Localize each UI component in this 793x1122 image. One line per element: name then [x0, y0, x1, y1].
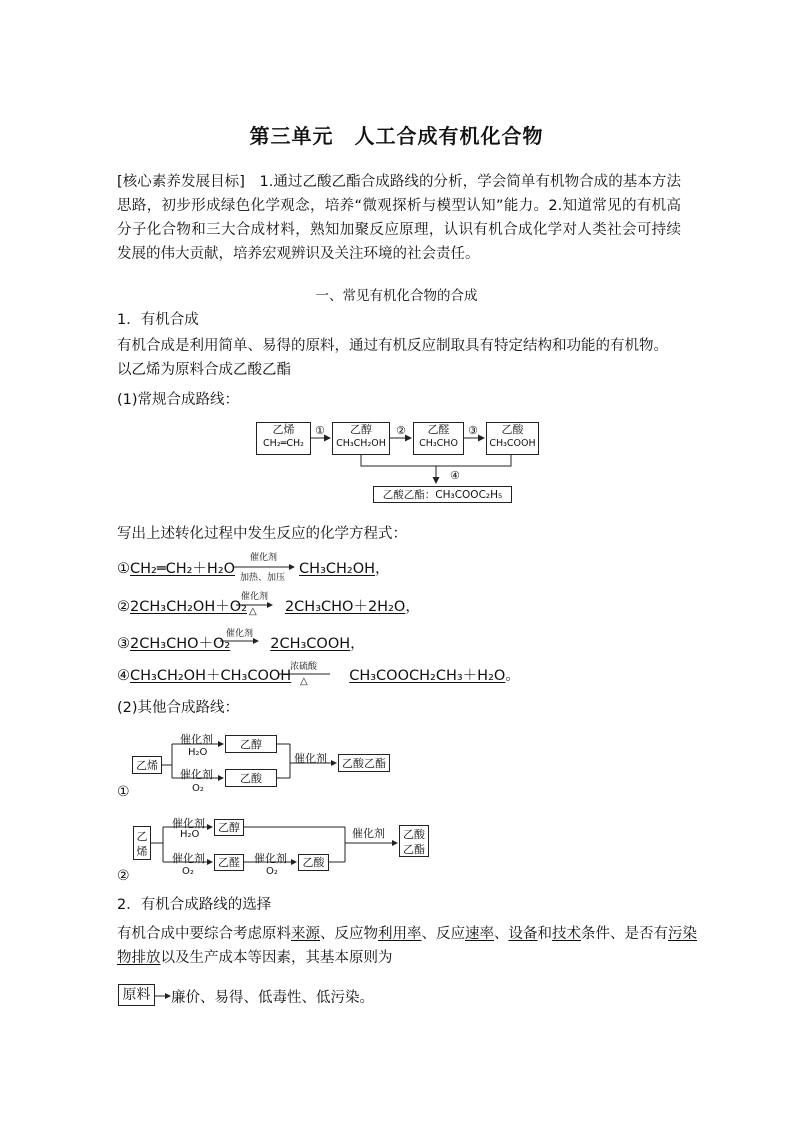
p3-text-8: 和: [537, 926, 552, 942]
p3-blank-pollution: 污染: [668, 926, 697, 942]
p4-blank-emission: 物排放: [117, 950, 161, 966]
box-ethene-name: 乙烯: [272, 423, 295, 436]
eq2-end: ，: [405, 599, 420, 615]
r2a-merge-cond: 催化剂: [294, 752, 327, 765]
box-ethyl-acetate: 乙酸乙酯：CH₃COOC₂H₅: [373, 486, 512, 503]
r2b-ethanol-box: 乙醇: [214, 819, 244, 836]
eq1-left: CH₂═CH₂＋H₂O: [130, 561, 236, 577]
section-heading: 一、常见有机化合物的合成: [315, 288, 478, 304]
equations-intro: 写出上述转化过程中发生反应的化学方程式：: [117, 526, 407, 542]
p3-blank-rate: 速率: [465, 926, 494, 942]
r2a-ethene-box: 乙烯: [132, 756, 162, 774]
r2a-bot-reag: O₂: [192, 783, 204, 794]
box-acetic-acid-name: 乙酸: [501, 423, 524, 436]
route1-title: (1)常规合成路线：: [117, 392, 240, 408]
eq1-num: ①: [117, 561, 130, 577]
r2a-top-cond: 催化剂: [180, 733, 213, 746]
route2-title: (2)其他合成路线：: [117, 700, 240, 716]
page-title: 第三单元 人工合成有机化合物: [249, 124, 544, 148]
eq4-catalyst: 浓硫酸: [290, 662, 318, 672]
eq4-end: 。: [505, 668, 520, 684]
r2b-acetaldehyde-box: 乙醛: [214, 854, 244, 871]
eq1-right: CH₃CH₂OH: [299, 561, 376, 577]
r2b-merge-cond: 催化剂: [352, 827, 385, 840]
eq2-heat: △: [249, 606, 257, 617]
step4-label: ④: [450, 469, 460, 482]
r2a-acetic-box: 乙酸: [225, 769, 277, 787]
r2a-ethanol-box: 乙醇: [225, 735, 277, 753]
p3-text-4: 、反应: [421, 926, 465, 942]
principle-text: 廉价、易得、低毒性、低污染。: [171, 990, 374, 1006]
r2b-bot-cond2: 催化剂: [254, 852, 287, 865]
objectives-text: 1.通过乙酸乙酯合成路线的分析，学会简单有机物合成的基本方法思路，初步形成绿色化学观念，培养“微观探析与模型认知”能力。2.知道常见的有机高分子化合物和三大合成材料，熟知加聚反应原理，认识有机合成化学对人类社会可持续发展的伟大贡献，培养宏观辨识及关注环境的社会责任。: [117, 174, 681, 262]
p3-text-2: 、反应物: [320, 926, 378, 942]
eq3-catalyst: 催化剂: [226, 629, 254, 639]
box-acetaldehyde-name: 乙醛: [427, 423, 450, 436]
p3-text-0: 有机合成中要综合考虑原料: [117, 926, 291, 942]
eq1-condition: 加热、加压: [240, 573, 286, 583]
eq4-right: CH₃COOCH₂CH₃＋H₂O: [349, 668, 506, 684]
r2a-ester-box: 乙酸乙酯: [338, 754, 390, 772]
paragraph-synthesis: 有机合成是利用简单、易得的原料，通过有机反应制取具有特定结构和功能的有机物。: [117, 338, 668, 354]
p3-text-10: 条件、是否有: [581, 926, 668, 942]
r2b-bot-reag1: O₂: [182, 866, 194, 877]
step1-label: ①: [315, 424, 325, 437]
r2a-bot-cond: 催化剂: [180, 768, 213, 781]
eq2-catalyst: 催化剂: [241, 592, 269, 602]
box-ethene-formula: CH₂═CH₂: [263, 438, 304, 449]
step2-label: ②: [396, 424, 406, 437]
step3-label: ③: [468, 424, 478, 437]
eq3-end: ，: [350, 636, 365, 652]
eq3-right: 2CH₃COOH: [270, 636, 351, 652]
p3-blank-utilization: 利用率: [378, 926, 422, 942]
r2b-bot-reag2: O₂: [266, 866, 278, 877]
r2b-acetic-box: 乙酸: [298, 854, 329, 871]
eq2-left: 2CH₃CH₂OH＋O₂: [130, 599, 247, 615]
box-acetic-acid-formula: CH₃COOH: [489, 438, 536, 449]
p3-blank-technology: 技术: [552, 926, 581, 942]
p3-text-6: 、: [494, 926, 509, 942]
paragraph-ethene: 以乙烯为原料合成乙酸乙酯: [117, 362, 291, 378]
eq2-num: ②: [117, 599, 130, 615]
r2b-bot-cond1: 催化剂: [172, 852, 205, 865]
eq1-catalyst: 催化剂: [250, 553, 278, 563]
objectives-tag: [核心素养发展目标]: [117, 174, 245, 190]
box-ethanol-name: 乙醇: [350, 423, 372, 436]
eq4-left: CH₃CH₂OH＋CH₃COOH: [130, 668, 292, 684]
eq1-end: ，: [375, 561, 390, 577]
p3-blank-equipment: 设备: [508, 926, 538, 942]
r2a-num: ①: [117, 784, 130, 800]
eq4-num: ④: [117, 668, 130, 684]
r2b-ethene-box: 乙烯: [133, 826, 151, 860]
r2b-ester-box: 乙酸乙酯: [399, 825, 429, 857]
eq3-num: ③: [117, 636, 130, 652]
eq2-right: 2CH₃CHO＋2H₂O: [284, 599, 406, 615]
r2a-top-reag: H₂O: [188, 747, 208, 758]
p4-text-1: 以及生产成本等因素，其基本原则为: [160, 950, 393, 966]
box-ethanol-formula: CH₃CH₂OH: [336, 438, 386, 449]
principle-box: 原料: [118, 984, 155, 1006]
p3-blank-source: 来源: [291, 926, 320, 942]
r2b-top-cond: 催化剂: [172, 817, 205, 830]
subheading-1: 1．有机合成: [117, 312, 199, 328]
r2b-num: ②: [117, 868, 130, 884]
subheading-2: 2．有机合成路线的选择: [117, 897, 272, 913]
eq4-heat: △: [300, 676, 308, 687]
eq3-left: 2CH₃CHO＋O₂: [130, 636, 231, 652]
box-acetaldehyde-formula: CH₃CHO: [419, 438, 458, 449]
r2b-top-reag: H₂O: [180, 829, 200, 840]
